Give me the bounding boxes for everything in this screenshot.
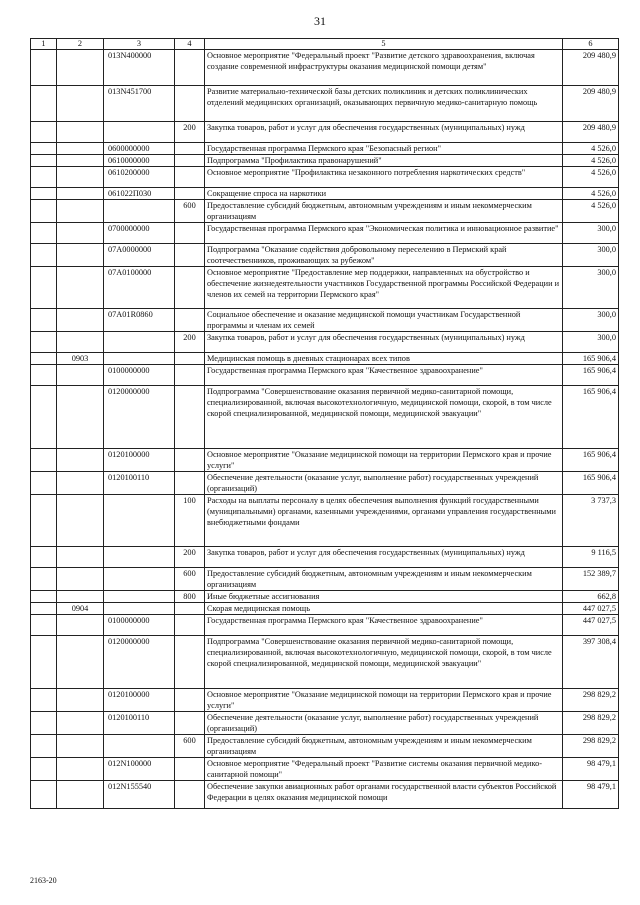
expense-type-cell [175,603,205,615]
section-code-cell [57,122,104,143]
col1-cell [31,143,57,155]
budget-table [30,38,619,809]
amount-cell: 298 829,2 [563,689,619,712]
table-row [31,781,619,809]
section-code-cell [57,223,104,244]
target-code-cell: 0120100000 [104,689,175,712]
description-cell: Закупка товаров, работ и услуг для обеспечения государственных (муниципальных) нужд [205,332,563,353]
col1-cell [31,332,57,353]
table-row [31,155,619,167]
section-code-cell [57,188,104,200]
section-code-cell [57,472,104,495]
section-code-cell [57,332,104,353]
table-row [31,615,619,636]
col1-cell [31,223,57,244]
header-cell: 4 [175,39,205,50]
table-row [31,200,619,223]
table-row [31,712,619,735]
target-code-cell: 0610000000 [104,155,175,167]
expense-type-cell: 200 [175,332,205,353]
section-code-cell [57,547,104,568]
expense-type-cell [175,143,205,155]
header-cell: 3 [104,39,175,50]
col1-cell [31,188,57,200]
col1-cell [31,472,57,495]
target-code-cell [104,603,175,615]
section-code-cell [57,200,104,223]
section-code-cell [57,155,104,167]
target-code-cell: 0100000000 [104,615,175,636]
section-code-cell: 0904 [57,603,104,615]
footer-code: 2163-20 [30,876,57,885]
expense-type-cell [175,86,205,122]
expense-type-cell [175,689,205,712]
expense-type-cell [175,309,205,332]
expense-type-cell [175,386,205,449]
description-cell: Основное мероприятие "Федеральный проект "Развитие системы оказания первичной медико-санитарной помощи" [205,758,563,781]
amount-cell: 152 389,7 [563,568,619,591]
section-code-cell [57,615,104,636]
expense-type-cell [175,267,205,309]
description-cell: Сокращение спроса на наркотики [205,188,563,200]
section-code-cell [57,689,104,712]
amount-cell: 4 526,0 [563,155,619,167]
description-cell: Подпрограмма "Совершенствование оказания первичной медико-санитарной помощи, специализированной, включая высокотехнологичную, медицинской помощи, скорой, в том числе скорой специализированной, медицинской помощи, медицинской эвакуации" [205,636,563,689]
description-cell: Скорая медицинская помощь [205,603,563,615]
col1-cell [31,200,57,223]
table-row [31,365,619,386]
description-cell: Социальное обеспечение и оказание медицинской помощи участникам Государственной программы и членам их семей [205,309,563,332]
target-code-cell [104,200,175,223]
expense-type-cell [175,449,205,472]
col1-cell [31,547,57,568]
amount-cell: 300,0 [563,244,619,267]
target-code-cell [104,495,175,547]
section-code-cell [57,386,104,449]
description-cell: Закупка товаров, работ и услуг для обеспечения государственных (муниципальных) нужд [205,547,563,568]
table-row [31,386,619,449]
header-cell: 5 [205,39,563,50]
header-cell: 6 [563,39,619,50]
col1-cell [31,365,57,386]
target-code-cell: 0700000000 [104,223,175,244]
target-code-cell: 0610200000 [104,167,175,188]
col1-cell [31,167,57,188]
description-cell: Подпрограмма "Совершенствование оказания первичной медико-санитарной помощи, специализированной, включая высокотехнологичную, медицинской помощи, скорой, в том числе скорой специализированной, медицинской помощи, медицинской эвакуации" [205,386,563,449]
col1-cell [31,689,57,712]
target-code-cell: 07А0000000 [104,244,175,267]
target-code-cell: 013N400000 [104,50,175,86]
description-cell: Иные бюджетные ассигнования [205,591,563,603]
section-code-cell [57,591,104,603]
table-row [31,353,619,365]
target-code-cell: 0100000000 [104,365,175,386]
amount-cell: 4 526,0 [563,143,619,155]
expense-type-cell [175,758,205,781]
amount-cell: 662,8 [563,591,619,603]
target-code-cell [104,547,175,568]
section-code-cell [57,449,104,472]
section-code-cell [57,781,104,809]
section-code-cell [57,495,104,547]
col1-cell [31,244,57,267]
col1-cell [31,495,57,547]
col1-cell [31,267,57,309]
section-code-cell [57,309,104,332]
section-code-cell: 0903 [57,353,104,365]
col1-cell [31,591,57,603]
section-code-cell [57,568,104,591]
description-cell: Обеспечение деятельности (оказание услуг, выполнение работ) государственных учреждений (организаций) [205,472,563,495]
table-row [31,143,619,155]
expense-type-cell [175,155,205,167]
amount-cell: 165 906,4 [563,449,619,472]
amount-cell: 4 526,0 [563,167,619,188]
table-row [31,636,619,689]
target-code-cell: 0120000000 [104,636,175,689]
table-row [31,568,619,591]
section-code-cell [57,636,104,689]
table-header-row [31,39,619,50]
header-cell: 1 [31,39,57,50]
description-cell: Обеспечение деятельности (оказание услуг, выполнение работ) государственных учреждений (организаций) [205,712,563,735]
target-code-cell: 0120100110 [104,472,175,495]
amount-cell: 447 027,5 [563,615,619,636]
section-code-cell [57,86,104,122]
col1-cell [31,712,57,735]
col1-cell [31,386,57,449]
col1-cell [31,603,57,615]
col1-cell [31,615,57,636]
amount-cell: 98 479,1 [563,781,619,809]
description-cell: Предоставление субсидий бюджетным, автономным учреждениям и иным некоммерческим организациям [205,200,563,223]
description-cell: Основное мероприятие "Профилактика незаконного потребления наркотических средств" [205,167,563,188]
target-code-cell: 013N451700 [104,86,175,122]
section-code-cell [57,50,104,86]
target-code-cell: 0120000000 [104,386,175,449]
col1-cell [31,568,57,591]
table-row [31,50,619,86]
expense-type-cell [175,712,205,735]
amount-cell: 300,0 [563,332,619,353]
expense-type-cell [175,781,205,809]
description-cell: Развитие материально-технической базы детских поликлиник и детских поликлинических отделений медицинских организаций, оказывающих первичную медико-санитарную помощь [205,86,563,122]
target-code-cell [104,332,175,353]
description-cell: Подпрограмма "Профилактика правонарушений" [205,155,563,167]
table-row [31,332,619,353]
expense-type-cell [175,472,205,495]
expense-type-cell: 800 [175,591,205,603]
description-cell: Предоставление субсидий бюджетным, автономным учреждениям и иным некоммерческим организациям [205,735,563,758]
expense-type-cell [175,353,205,365]
table-row [31,267,619,309]
target-code-cell [104,122,175,143]
target-code-cell: 07А0100000 [104,267,175,309]
description-cell: Основное мероприятие "Оказание медицинской помощи на территории Пермского края и прочие услуги" [205,449,563,472]
expense-type-cell: 600 [175,568,205,591]
description-cell: Основное мероприятие "Предоставление мер поддержки, направленных на обустройство и обеспечение жизнедеятельности участников Государственной программы Российской Федерации и членов их семей на территории Пермского края" [205,267,563,309]
section-code-cell [57,267,104,309]
amount-cell: 300,0 [563,267,619,309]
target-code-cell [104,568,175,591]
col1-cell [31,735,57,758]
target-code-cell [104,735,175,758]
target-code-cell: 012N100000 [104,758,175,781]
amount-cell: 397 308,4 [563,636,619,689]
col1-cell [31,353,57,365]
table-row [31,689,619,712]
amount-cell: 209 480,9 [563,86,619,122]
section-code-cell [57,244,104,267]
table-row [31,188,619,200]
table-row [31,309,619,332]
description-cell: Основное мероприятие "Федеральный проект "Развитие детского здравоохранения, включая создание современной инфраструктуры оказания медицинской помощи детям" [205,50,563,86]
section-code-cell [57,712,104,735]
target-code-cell: 0120100110 [104,712,175,735]
section-code-cell [57,735,104,758]
amount-cell: 98 479,1 [563,758,619,781]
table-row [31,547,619,568]
amount-cell: 165 906,4 [563,353,619,365]
target-code-cell: 012N155540 [104,781,175,809]
amount-cell: 447 027,5 [563,603,619,615]
table-row [31,472,619,495]
table-row [31,86,619,122]
description-cell: Государственная программа Пермского края "Экономическая политика и инновационное развитие" [205,223,563,244]
header-cell: 2 [57,39,104,50]
target-code-cell: 0120100000 [104,449,175,472]
table-row [31,603,619,615]
col1-cell [31,449,57,472]
expense-type-cell: 200 [175,122,205,143]
expense-type-cell: 600 [175,735,205,758]
expense-type-cell [175,615,205,636]
description-cell: Подпрограмма "Оказание содействия добровольному переселению в Пермский край соотечественников, проживающих за рубежом" [205,244,563,267]
description-cell: Основное мероприятие "Оказание медицинской помощи на территории Пермского края и прочие услуги" [205,689,563,712]
table-row [31,244,619,267]
amount-cell: 300,0 [563,309,619,332]
expense-type-cell [175,167,205,188]
expense-type-cell [175,50,205,86]
target-code-cell: 07А01R0860 [104,309,175,332]
table-row [31,223,619,244]
table-row [31,735,619,758]
table-row [31,495,619,547]
expense-type-cell [175,636,205,689]
amount-cell: 165 906,4 [563,365,619,386]
description-cell: Расходы на выплаты персоналу в целях обеспечения выполнения функций государственными (муниципальными) органами, казенными учреждениями, органами управления государственными внебюджетными фондами [205,495,563,547]
section-code-cell [57,167,104,188]
table-row [31,449,619,472]
col1-cell [31,50,57,86]
amount-cell: 209 480,9 [563,50,619,86]
description-cell: Закупка товаров, работ и услуг для обеспечения государственных (муниципальных) нужд [205,122,563,143]
expense-type-cell [175,223,205,244]
amount-cell: 4 526,0 [563,200,619,223]
amount-cell: 165 906,4 [563,386,619,449]
amount-cell: 298 829,2 [563,712,619,735]
col1-cell [31,758,57,781]
table-row [31,591,619,603]
expense-type-cell [175,244,205,267]
amount-cell: 3 737,3 [563,495,619,547]
col1-cell [31,155,57,167]
col1-cell [31,636,57,689]
description-cell: Обеспечение закупки авиационных работ органами государственной власти субъектов Российской Федерации в целях оказания медицинской помощи [205,781,563,809]
target-code-cell [104,591,175,603]
col1-cell [31,86,57,122]
description-cell: Государственная программа Пермского края "Качественное здравоохранение" [205,615,563,636]
description-cell: Государственная программа Пермского края "Безопасный регион" [205,143,563,155]
table-row [31,167,619,188]
amount-cell: 165 906,4 [563,472,619,495]
col1-cell [31,122,57,143]
target-code-cell [104,353,175,365]
expense-type-cell [175,365,205,386]
expense-type-cell: 600 [175,200,205,223]
description-cell: Предоставление субсидий бюджетным, автономным учреждениям и иным некоммерческим организациям [205,568,563,591]
col1-cell [31,781,57,809]
amount-cell: 9 116,5 [563,547,619,568]
section-code-cell [57,365,104,386]
target-code-cell: 061022П030 [104,188,175,200]
section-code-cell [57,758,104,781]
expense-type-cell: 100 [175,495,205,547]
section-code-cell [57,143,104,155]
expense-type-cell: 200 [175,547,205,568]
description-cell: Государственная программа Пермского края "Качественное здравоохранение" [205,365,563,386]
col1-cell [31,309,57,332]
amount-cell: 209 480,9 [563,122,619,143]
table-row [31,122,619,143]
amount-cell: 300,0 [563,223,619,244]
page-number: 31 [314,14,326,28]
table-row [31,758,619,781]
target-code-cell: 0600000000 [104,143,175,155]
amount-cell: 4 526,0 [563,188,619,200]
description-cell: Медицинская помощь в дневных стационарах всех типов [205,353,563,365]
amount-cell: 298 829,2 [563,735,619,758]
expense-type-cell [175,188,205,200]
